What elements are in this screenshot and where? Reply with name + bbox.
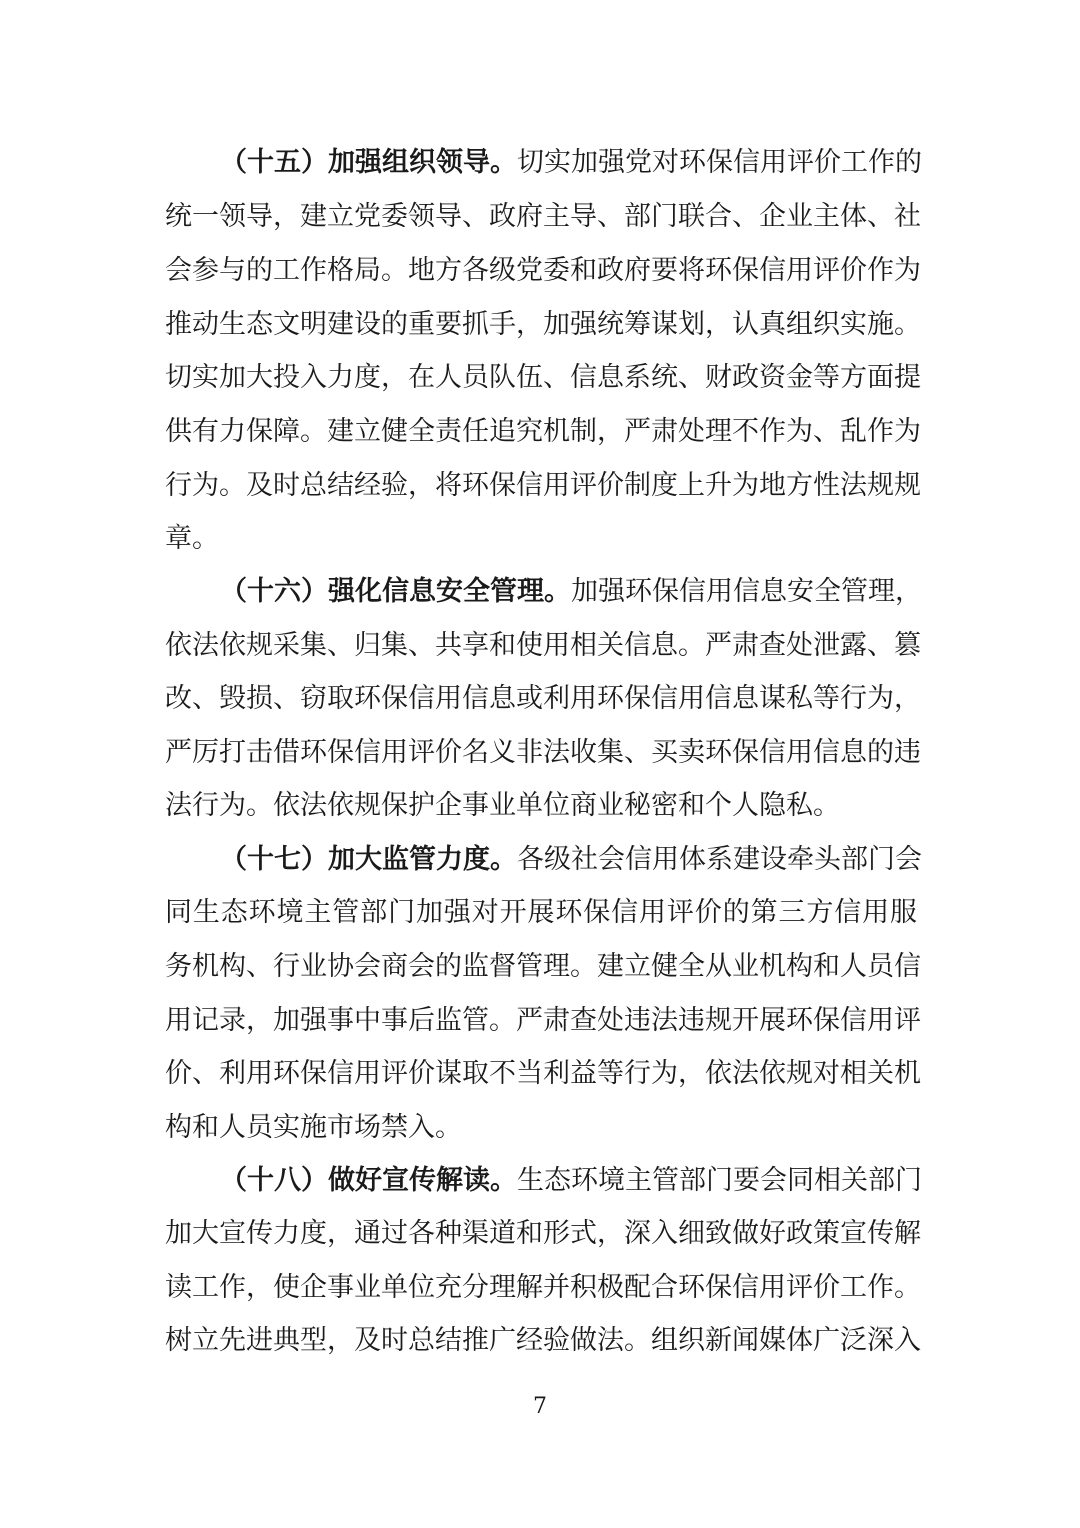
paragraph-18-line-4: 树立先进典型，及时总结推广经验做法。组织新闻媒体广泛深入 [165,1325,921,1356]
paragraph-15-line-3: 会参与的工作格局。地方各级党委和政府要将环保信用评价作为 [165,255,921,286]
paragraph-15-line-8: 章。 [165,523,219,554]
paragraph-18-line-2: 加大宣传力度，通过各种渠道和形式，深入细致做好政策宣传解 [165,1218,921,1249]
paragraph-16-line-2: 依法依规采集、归集、共享和使用相关信息。严肃查处泄露、篡 [165,630,921,661]
paragraph-18-heading: （十八）做好宣传解读。 [220,1165,517,1196]
paragraph-16-heading: （十六）强化信息安全管理。 [220,576,571,607]
paragraph-17-line-4: 用记录，加强事中事后监管。严肃查处违法违规开展环保信用评 [165,1005,921,1036]
paragraph-17-line-3: 务机构、行业协会商会的监督管理。建立健全从业机构和人员信 [165,951,921,982]
paragraph-17-line-5: 价、利用环保信用评价谋取不当利益等行为，依法依规对相关机 [165,1058,921,1089]
paragraph-15-line-7: 行为。及时总结经验，将环保信用评价制度上升为地方性法规规 [165,470,921,501]
paragraph-15-line-2: 统一领导，建立党委领导、政府主导、部门联合、企业主体、社 [165,201,921,232]
paragraph-16-line-1 [220,572,922,612]
paragraph-17-heading: （十七）加大监管力度。 [220,844,517,875]
paragraph-16-line-5: 法行为。依法依规保护企事业单位商业秘密和个人隐私。 [165,790,840,821]
paragraph-18-line-1 [220,1161,922,1201]
paragraph-17-text: 各级社会信用体系建设牵头部门会 [517,844,922,875]
paragraph-16-line-4: 严厉打击借环保信用评价名义非法收集、买卖环保信用信息的违 [165,737,921,768]
paragraph-15-line-1 [220,143,922,183]
paragraph-16-line-3: 改、毁损、窃取环保信用信息或利用环保信用信息谋私等行为， [165,683,921,714]
paragraph-15-heading: （十五）加强组织领导。 [220,147,517,178]
paragraph-18-text: 生态环境主管部门要会同相关部门 [517,1165,922,1196]
paragraph-16-text: 加强环保信用信息安全管理， [571,576,922,607]
paragraph-18-line-3: 读工作，使企事业单位充分理解并积极配合环保信用评价工作。 [165,1272,921,1303]
page-number: 7 [533,1394,547,1419]
paragraph-15-line-6: 供有力保障。建立健全责任追究机制，严肃处理不作为、乱作为 [165,416,921,447]
paragraph-15-line-4: 推动生态文明建设的重要抓手，加强统筹谋划，认真组织实施。 [165,309,921,340]
paragraph-15-line-5: 切实加大投入力度，在人员队伍、信息系统、财政资金等方面提 [165,362,921,393]
paragraph-15-text: 切实加强党对环保信用评价工作的 [517,147,922,178]
paragraph-17-line-1 [220,840,922,880]
paragraph-17-line-6: 构和人员实施市场禁入。 [165,1112,462,1143]
paragraph-17-line-2: 同生态环境主管部门加强对开展环保信用评价的第三方信用服 [165,897,917,928]
